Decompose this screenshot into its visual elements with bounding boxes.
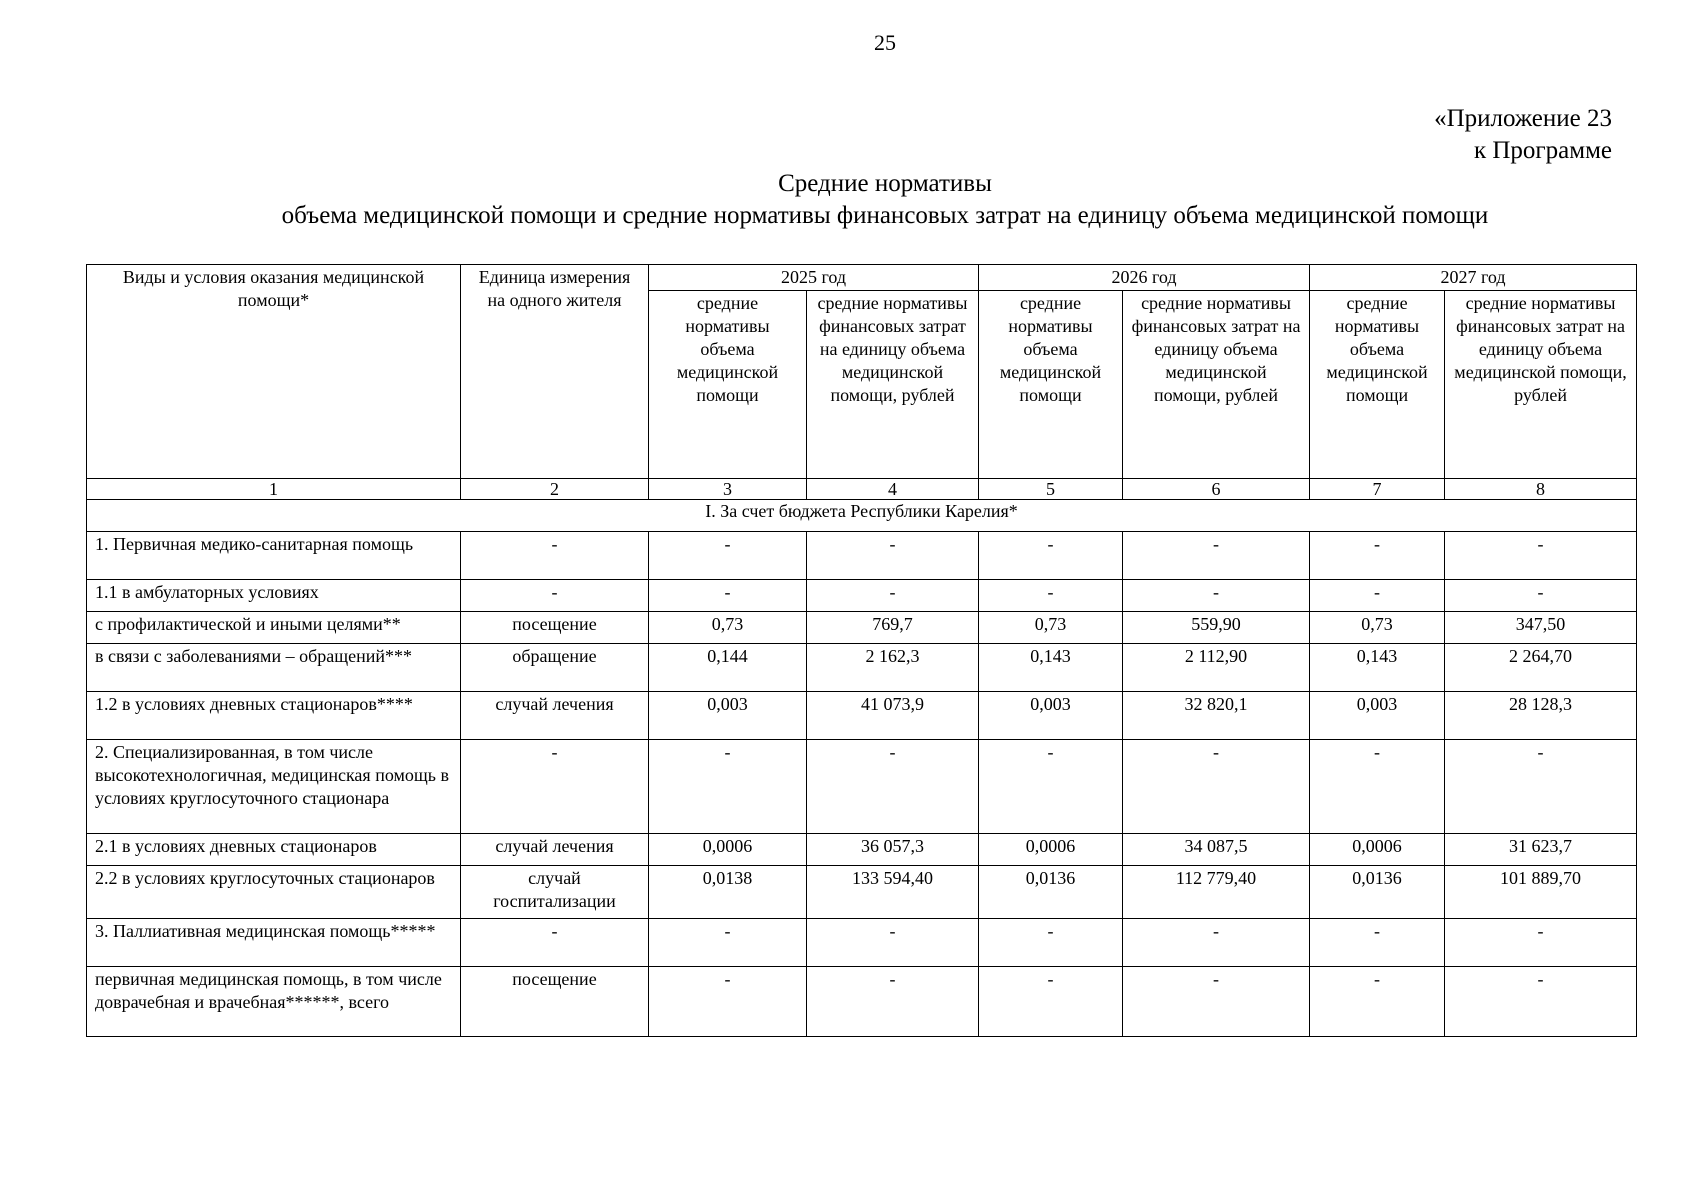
table-cell: 34 087,5 — [1123, 834, 1310, 866]
header-sub-cost-2026: средние нормативы финансовых затрат на единицу объема медицинской помощи, рублей — [1123, 291, 1310, 479]
table-cell: 36 057,3 — [807, 834, 979, 866]
column-index: 7 — [1310, 479, 1445, 500]
table-cell: - — [979, 919, 1123, 967]
section-title: I. За счет бюджета Республики Карелия* — [87, 500, 1637, 532]
row-label-cell: 1.2 в условиях дневных стационаров**** — [87, 692, 461, 740]
table-cell: - — [1310, 919, 1445, 967]
row-label-cell: 2. Специализированная, в том числе высокотехнологичная, медицинская помощь в условиях круглосуточного стационара — [87, 740, 461, 834]
table-cell: 0,0006 — [1310, 834, 1445, 866]
table-cell: 32 820,1 — [1123, 692, 1310, 740]
table-cell: посещение — [461, 967, 649, 1037]
table-body — [87, 479, 1637, 1037]
table-cell: 559,90 — [1123, 612, 1310, 644]
title-line-1: Средние нормативы — [778, 170, 992, 197]
table-cell: - — [649, 919, 807, 967]
row-label-cell: 2.1 в условиях дневных стационаров — [87, 834, 461, 866]
table-cell: 0,143 — [979, 644, 1123, 692]
table-cell: 0,144 — [649, 644, 807, 692]
table-cell: обращение — [461, 644, 649, 692]
document-title — [0, 168, 1697, 232]
page-number: 25 — [874, 30, 896, 55]
header-year-2027: 2027 год — [1310, 265, 1637, 291]
table-cell: - — [1123, 919, 1310, 967]
column-index: 1 — [87, 479, 461, 500]
table-cell: 0,143 — [1310, 644, 1445, 692]
section-row — [87, 500, 1637, 532]
table-cell: 2 112,90 — [1123, 644, 1310, 692]
table-cell: - — [649, 967, 807, 1037]
table-cell: 769,7 — [807, 612, 979, 644]
column-index: 6 — [1123, 479, 1310, 500]
row-label-cell: 1. Первичная медико-санитарная помощь — [87, 532, 461, 580]
table-cell: 41 073,9 — [807, 692, 979, 740]
row-label-cell: в связи с заболеваниями – обращений*** — [87, 644, 461, 692]
table-cell: 0,0006 — [979, 834, 1123, 866]
table-row — [87, 834, 1637, 866]
table-cell: - — [1310, 532, 1445, 580]
header-year-2026: 2026 год — [979, 265, 1310, 291]
table-row — [87, 967, 1637, 1037]
table-cell: 0,73 — [649, 612, 807, 644]
column-index: 4 — [807, 479, 979, 500]
row-label-cell: 3. Паллиативная медицинская помощь***** — [87, 919, 461, 967]
table-cell: случай лечения — [461, 834, 649, 866]
appendix-reference — [1434, 103, 1612, 167]
row-label-cell: 1.1 в амбулаторных условиях — [87, 580, 461, 612]
table-cell: 0,73 — [979, 612, 1123, 644]
table-cell: - — [807, 740, 979, 834]
table-cell: - — [1123, 580, 1310, 612]
header-sub-cost-2025: средние нормативы финансовых затрат на единицу объема медицинской помощи, рублей — [807, 291, 979, 479]
table-cell: - — [979, 967, 1123, 1037]
table-cell: - — [461, 580, 649, 612]
table-row — [87, 612, 1637, 644]
table-cell: - — [1310, 580, 1445, 612]
title-line-2: объема медицинской помощи и средние нормативы финансовых затрат на единицу объема медицинской помощи — [281, 202, 1489, 229]
header-unit: Единица измерения на одного жителя — [461, 265, 649, 479]
table-row — [87, 532, 1637, 580]
column-index-row — [87, 479, 1637, 500]
row-label-cell: с профилактической и иными целями** — [87, 612, 461, 644]
column-index: 3 — [649, 479, 807, 500]
table-cell: 31 623,7 — [1445, 834, 1637, 866]
table-cell: - — [1123, 532, 1310, 580]
table-row — [87, 740, 1637, 834]
table-cell: 101 889,70 — [1445, 866, 1637, 919]
table-cell: - — [649, 532, 807, 580]
table-cell: - — [461, 532, 649, 580]
row-label-cell: 2.2 в условиях круглосуточных стационаров — [87, 866, 461, 919]
table-cell: - — [461, 740, 649, 834]
table-cell: - — [807, 967, 979, 1037]
table-cell: - — [1445, 919, 1637, 967]
table-cell: посещение — [461, 612, 649, 644]
table-cell: - — [1123, 740, 1310, 834]
table-cell: 2 264,70 — [1445, 644, 1637, 692]
table-cell: - — [807, 532, 979, 580]
header-sub-cost-2027: средние нормативы финансовых затрат на единицу объема медицинской помощи, рублей — [1445, 291, 1637, 479]
table-cell: случай лечения — [461, 692, 649, 740]
table-cell: 0,003 — [1310, 692, 1445, 740]
header-year-2025: 2025 год — [649, 265, 979, 291]
appendix-line-1: «Приложение 23 — [1434, 105, 1612, 132]
table-cell: 2 162,3 — [807, 644, 979, 692]
table-cell: 0,003 — [979, 692, 1123, 740]
norms-table — [86, 264, 1637, 1037]
table-cell: случай госпитализации — [461, 866, 649, 919]
header-sub-volume-2025: средние нормативы объема медицинской помощи — [649, 291, 807, 479]
table-cell: - — [1310, 740, 1445, 834]
appendix-line-2: к Программе — [1473, 137, 1612, 164]
table-cell: - — [979, 740, 1123, 834]
table-row — [87, 692, 1637, 740]
table-cell: - — [1445, 532, 1637, 580]
header-sub-volume-2026: средние нормативы объема медицинской помощи — [979, 291, 1123, 479]
table-cell: - — [807, 919, 979, 967]
table-cell: - — [1445, 740, 1637, 834]
table-cell: 0,0136 — [1310, 866, 1445, 919]
header-type: Виды и условия оказания медицинской помощи* — [87, 265, 461, 479]
column-index: 5 — [979, 479, 1123, 500]
table-cell: 0,003 — [649, 692, 807, 740]
column-index: 2 — [461, 479, 649, 500]
column-index: 8 — [1445, 479, 1637, 500]
table-row — [87, 580, 1637, 612]
table-cell: 133 594,40 — [807, 866, 979, 919]
row-label-cell: первичная медицинская помощь, в том числе доврачебная и врачебная******, всего — [87, 967, 461, 1037]
table-cell: 0,73 — [1310, 612, 1445, 644]
header-row-years — [87, 265, 1637, 291]
table-cell: - — [807, 580, 979, 612]
header-sub-volume-2027: средние нормативы объема медицинской помощи — [1310, 291, 1445, 479]
table-cell: - — [649, 740, 807, 834]
table-row — [87, 919, 1637, 967]
table-cell: 112 779,40 — [1123, 866, 1310, 919]
table-cell: 0,0006 — [649, 834, 807, 866]
table-cell: - — [461, 919, 649, 967]
table-cell: - — [1445, 580, 1637, 612]
table-cell: 347,50 — [1445, 612, 1637, 644]
table-cell: - — [1445, 967, 1637, 1037]
table-cell: - — [1123, 967, 1310, 1037]
table-cell: - — [979, 532, 1123, 580]
table-row — [87, 644, 1637, 692]
table-cell: - — [979, 580, 1123, 612]
table-row — [87, 866, 1637, 919]
table-cell: 28 128,3 — [1445, 692, 1637, 740]
table-cell: 0,0136 — [979, 866, 1123, 919]
table-cell: 0,0138 — [649, 866, 807, 919]
table-cell: - — [1310, 967, 1445, 1037]
table-cell: - — [649, 580, 807, 612]
